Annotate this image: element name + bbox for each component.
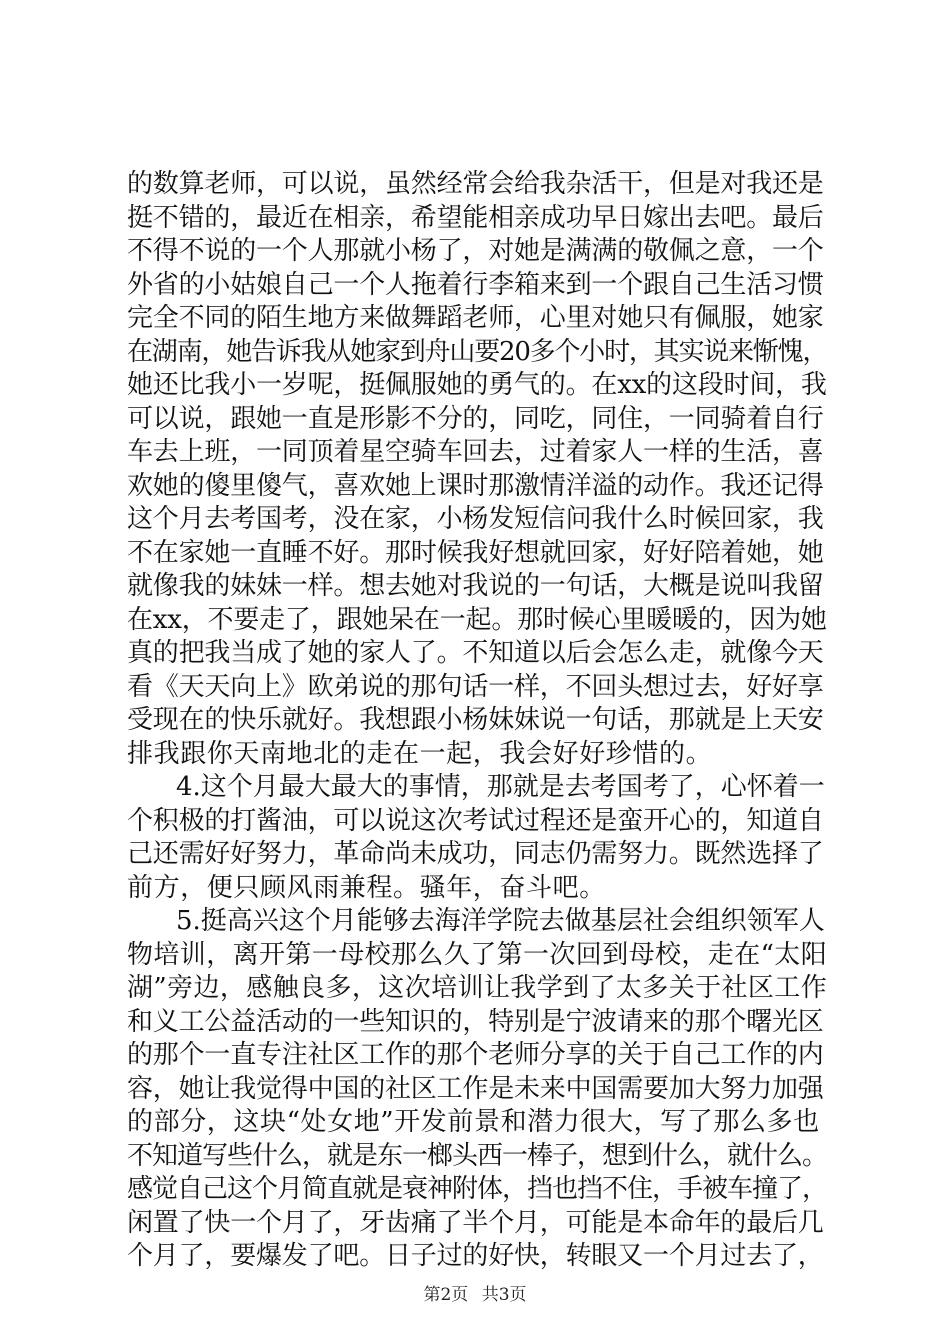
text-line: 排我跟你天南地北的走在一起，我会好好珍惜的。	[127, 738, 713, 769]
text-line: 不在家她一直睡不好。那时候我好想就回家，好好陪着她，她	[127, 537, 824, 568]
text-line: 的部分，这块“处女地”开发前景和潜力很大，写了那么多也	[127, 1107, 820, 1137]
page-footer	[0, 1284, 950, 1306]
body-text	[127, 168, 827, 1274]
text-line: 的数算老师，可以说，虽然经常会给我杂活干，但是对我还是	[127, 169, 824, 199]
text-line: 可以说，跟她一直是形影不分的，同吃，同住，一同骑着自行	[127, 403, 824, 434]
text-line: 这个月去考国考，没在家，小杨发短信问我什么时候回家，我	[127, 504, 824, 534]
page-number: 第2页	[423, 1285, 469, 1305]
text-line: 个月了，要爆发了吧。日子过的好快，转眼又一个月过去了，	[127, 1241, 824, 1271]
page-total: 共3页	[481, 1285, 527, 1305]
text-line: 闲置了快一个月了，牙齿痛了半个月，可能是本命年的最后几	[127, 1207, 824, 1238]
text-line: 就像我的妹妹一样。想去她对我说的一句话，大概是说叫我留	[127, 571, 824, 601]
text-line: 受现在的快乐就好。我想跟小杨妹妹说一句话，那就是上天安	[127, 705, 824, 735]
text-line: 在湖南，她告诉我从她家到舟山要20多个小时，其实说来惭愧，	[127, 336, 828, 367]
text-line: 看《天天向上》欧弟说的那句话一样，不回头想过去，好好享	[127, 671, 824, 702]
text-line: 她还比我小一岁呢，挺佩服她的勇气的。在xx的这段时间，我	[127, 370, 827, 400]
text-line: 不得不说的一个人那就小杨了，对她是满满的敬佩之意，一个	[127, 236, 824, 266]
text-line: 感觉自己这个月简直就是衰神附体，挡也挡不住，手被车撞了，	[127, 1174, 828, 1204]
text-line: 真的把我当成了她的家人了。不知道以后会怎么走，就像今天	[127, 638, 824, 668]
text-line: 车去上班，一同顶着星空骑车回去，过着家人一样的生活，喜	[127, 437, 824, 467]
text-line: 物培训，离开第一母校那么久了第一次回到母校，走在“太阳	[127, 939, 828, 970]
text-line: 个积极的打酱油，可以说这次考试过程还是蛮开心的，知道自	[127, 805, 824, 836]
text-line: 外省的小姑娘自己一个人拖着行李箱来到一个跟自己生活习惯	[127, 269, 824, 300]
text-line: 湖”旁边，感触良多，这次培训让我学到了太多关于社区工作	[127, 973, 828, 1003]
text-line: 在xx，不要走了，跟她呆在一起。那时候心里暖暖的，因为她	[127, 604, 827, 635]
text-line: 的那个一直专注社区工作的那个老师分享的关于自己工作的内	[127, 1040, 824, 1070]
text-line: 欢她的傻里傻气，喜欢她上课时那激情洋溢的动作。我还记得	[127, 470, 824, 501]
text-line: 己还需好好努力，革命尚未成功，同志仍需努力。既然选择了	[127, 839, 824, 869]
text-line: 挺不错的，最近在相亲，希望能相亲成功早日嫁出去吧。最后	[127, 202, 824, 233]
text-line: 容，她让我觉得中国的社区工作是未来中国需要加大努力加强	[127, 1073, 824, 1104]
text-line: 完全不同的陌生地方来做舞蹈老师，心里对她只有佩服，她家	[127, 303, 824, 333]
text-line: 和义工公益活动的一些知识的，特别是宁波请来的那个曙光区	[127, 1006, 824, 1037]
text-line: 前方，便只顾风雨兼程。骚年，奋斗吧。	[127, 872, 606, 903]
paragraph-start-line: 4.这个月最大最大的事情，那就是去考国考了，心怀着一	[176, 772, 825, 802]
text-line: 不知道写些什么，就是东一榔头西一棒子，想到什么，就什么。	[127, 1140, 828, 1171]
paragraph-start-line: 5.挺高兴这个月能够去海洋学院去做基层社会组织领军人	[176, 906, 825, 936]
